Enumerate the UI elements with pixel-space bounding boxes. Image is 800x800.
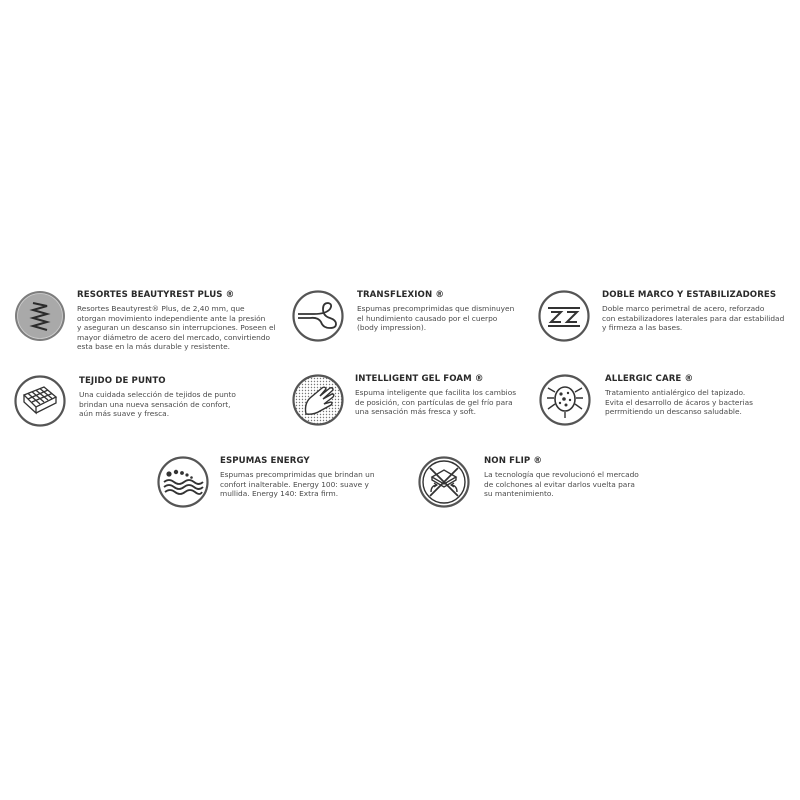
double-frame-icon xyxy=(538,290,590,342)
feature-description: Resortes Beautyrest® Plus, de 2,40 mm, que otorgan movimiento independiente ante la presión y aseguran un descanso sin interrupciones. Poseen el mayor diámetro de acero del mercado, convirtiendo esta base en la más durable y resistente. xyxy=(77,304,276,352)
foam-bubbles-icon xyxy=(157,456,209,508)
gel-hand-icon xyxy=(292,374,344,426)
no-flip-icon xyxy=(418,456,470,508)
feature-description: Tratamiento antialérgico del tapizado. Evita el desarrollo de ácaros y bacterias perrmitiendo un descanso saludable. xyxy=(605,388,753,417)
feature-description: Doble marco perimetral de acero, reforzado con estabilizadores laterales para dar estabilidad y firmeza a las bases. xyxy=(602,304,785,333)
feature-title: ESPUMAS ENERGY xyxy=(220,456,310,466)
feature-description: Espumas precomprimidas que brindan un confort inalterable. Energy 100: suave y mullida. Energy 140: Extra firm. xyxy=(220,470,375,499)
feature-description: Espumas precomprimidas que disminuyen el hundimiento causado por el cuerpo (body impression). xyxy=(357,304,515,333)
feature-title: DOBLE MARCO Y ESTABILIZADORES xyxy=(602,290,777,300)
knit-fabric-icon xyxy=(14,375,66,427)
feature-title: TRANSFLEXION ® xyxy=(357,290,445,300)
feature-description: Una cuidada selección de tejidos de punto brindan una nueva sensación de confort, aún más suave y fresca. xyxy=(79,390,236,419)
spring-coil-icon xyxy=(14,290,66,342)
feature-title: ALLERGIC CARE ® xyxy=(605,374,694,384)
feature-title: RESORTES BEAUTYREST PLUS ® xyxy=(77,290,235,300)
feature-description: La tecnología que revolucionó el mercado de colchones al evitar darlos vuelta para su mantenimiento. xyxy=(484,470,639,499)
flow-curve-icon xyxy=(292,290,344,342)
feature-description: Espuma inteligente que facilita los cambios de posición, con partículas de gel frío para una sensación más fresca y soft. xyxy=(355,388,517,417)
feature-title: NON FLIP ® xyxy=(484,456,543,466)
feature-title: TEJIDO DE PUNTO xyxy=(79,376,166,386)
feature-title: INTELLIGENT GEL FOAM ® xyxy=(355,374,484,384)
mite-icon xyxy=(539,374,591,426)
